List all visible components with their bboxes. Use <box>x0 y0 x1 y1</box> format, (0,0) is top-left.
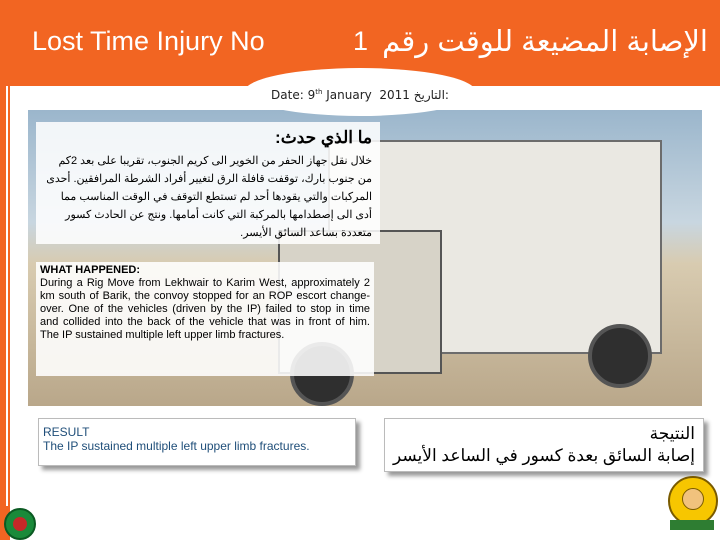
left-accent-bar <box>0 86 10 540</box>
title-ar: الإصابة المضيعة للوقت رقم <box>382 26 708 58</box>
date-pill <box>244 68 476 116</box>
what-happened-ar-body: خلال نقل جهاز الحفر من الخوير الى كريم الجنوب، تقريبا على بعد 2كم من جنوب بارك، توقفت قافلة الرق لتغيير أفراد الشرطة المرافقين. أحدى المركبات والتي يقودها أحد لم تستطع التوقف في الوقت المناسب مما أدى الى إصطدامها بالمركبة التي كانت أمامها. ونتج عن الحادث كسور متعددة بساعد السائق الأيسر. <box>46 155 372 239</box>
what-happened-ar-box <box>36 122 380 244</box>
wheel <box>588 324 652 388</box>
what-happened-en-title: WHAT HAPPENED: <box>40 264 141 276</box>
what-happened-en-box <box>36 262 374 376</box>
date-month-year: January 2011 <box>326 88 410 102</box>
logo-center <box>13 517 27 531</box>
result-en-box <box>38 418 356 466</box>
result-ar-box <box>384 418 704 472</box>
result-ar-title: النتيجة <box>649 424 695 443</box>
accent-stripe <box>6 86 8 506</box>
injury-number: 1 <box>353 26 369 56</box>
result-ar-body: إصابة السائق بعدة كسور في الساعد الأيسر <box>393 446 695 465</box>
result-en-body: The IP sustained multiple left upper limb fractures. <box>43 439 310 453</box>
company-logo-icon <box>4 508 36 540</box>
result-en-title: RESULT <box>43 425 90 439</box>
mascot-ribbon <box>670 520 714 530</box>
safety-mascot-logo-icon <box>668 476 716 538</box>
date-label-ar: التاريخ: <box>413 88 449 102</box>
what-happened-ar-title: ما الذي حدث: <box>275 128 372 147</box>
mascot-face <box>682 488 704 510</box>
what-happened-en-body: During a Rig Move from Lekhwair to Karim West, approximately 2 km south of Barik, the convoy stopped for an ROP escort change-over. One of the vehicles (driven by the IP) failed to stop in time and collided into the back of the vehicle that was in front of him. The IP sustained multiple left upper limb fractures. <box>40 277 370 341</box>
title-en: Lost Time Injury No <box>32 26 265 56</box>
date-day-suffix: th <box>315 88 323 96</box>
date-text <box>244 68 476 116</box>
date-day: 9 <box>307 88 316 102</box>
date-label-en: Date: <box>271 88 304 102</box>
